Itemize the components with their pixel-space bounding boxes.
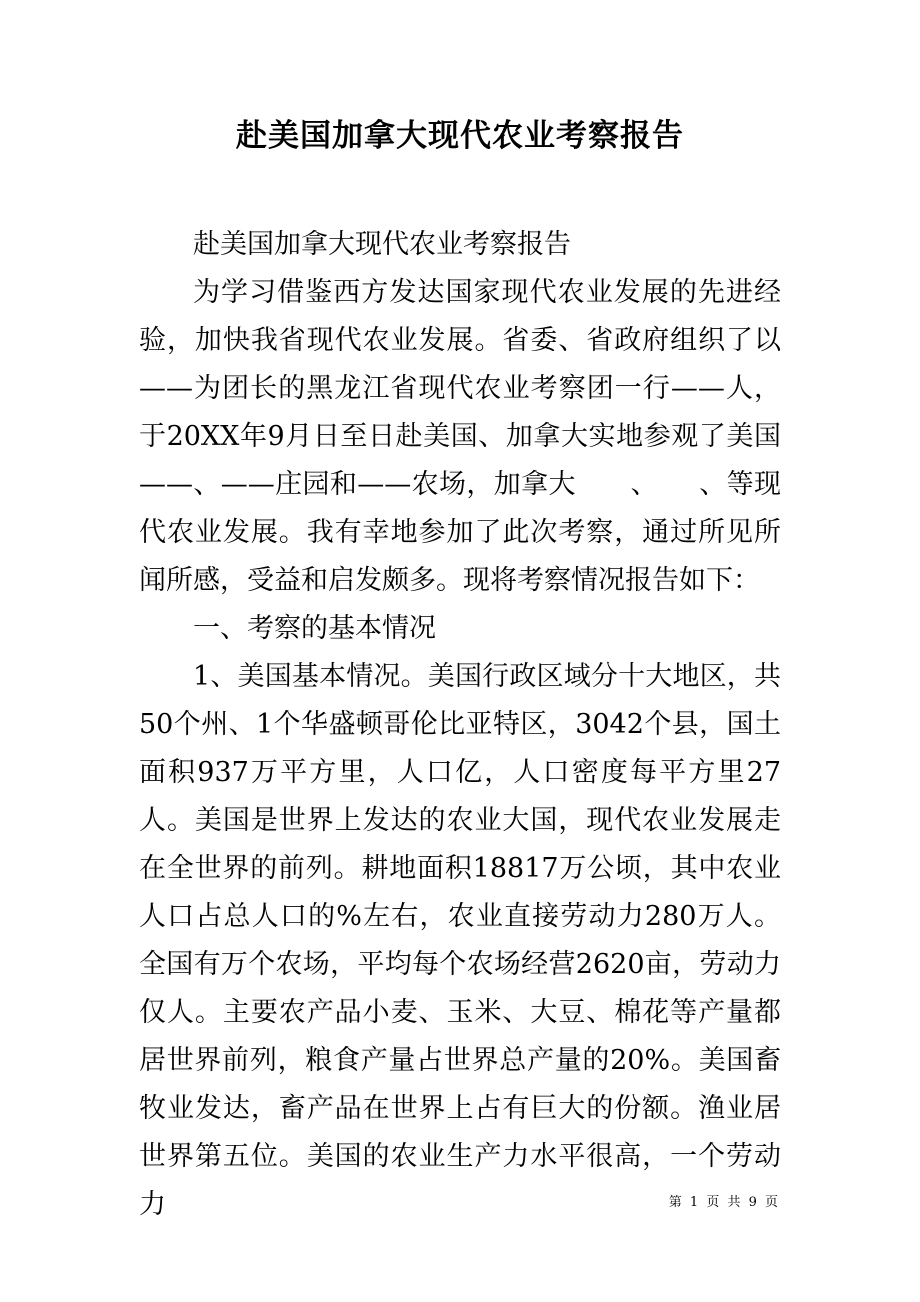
body-paragraph: 1、美国基本情况。美国行政区域分十大地区，共50个州、1个华盛顿哥伦比亚特区，3042个县，国土面积937万平方里，人口亿，人口密度每平方里27人。美国是世界上发达的农业大国，现代农业发展走在全世界的前列。耕地面积18817万公顷，其中农业人口占总人口的%左右，农业直接劳动力280万人。全国有万个农场，平均每个农场经营2620亩，劳动力仅人。主要农产品小麦、玉米、大豆、棉花等产量都居世界前列，粮食产量占世界总产量的20%。美国畜牧业发达，畜产品在世界上占有巨大的份额。渔业居世界第五位。美国的农业生产力水平很高，一个劳动力: [139, 661, 781, 1220]
intro-paragraph: 为学习借鉴西方发达国家现代农业发展的先进经验，加快我省现代农业发展。省委、省政府组织了以——为团长的黑龙江省现代农业考察团一行——人，于20XX年9月日至日赴美国、加拿大实地参观了美国——、——庄园和——农场，加拿大 、 、等现代农业发展。我有幸地参加了此次考察，通过所见所闻所感，受益和启发颇多。现将考察情况报告如下：: [139, 277, 781, 596]
document-title: 赴美国加拿大现代农业考察报告: [236, 118, 684, 154]
document-body: [139, 221, 781, 1229]
section-heading: 一、考察的基本情况: [193, 613, 436, 644]
page-number: 第 1 页 共 9 页: [668, 1195, 780, 1210]
subtitle-paragraph: 赴美国加拿大现代农业考察报告: [193, 229, 571, 260]
